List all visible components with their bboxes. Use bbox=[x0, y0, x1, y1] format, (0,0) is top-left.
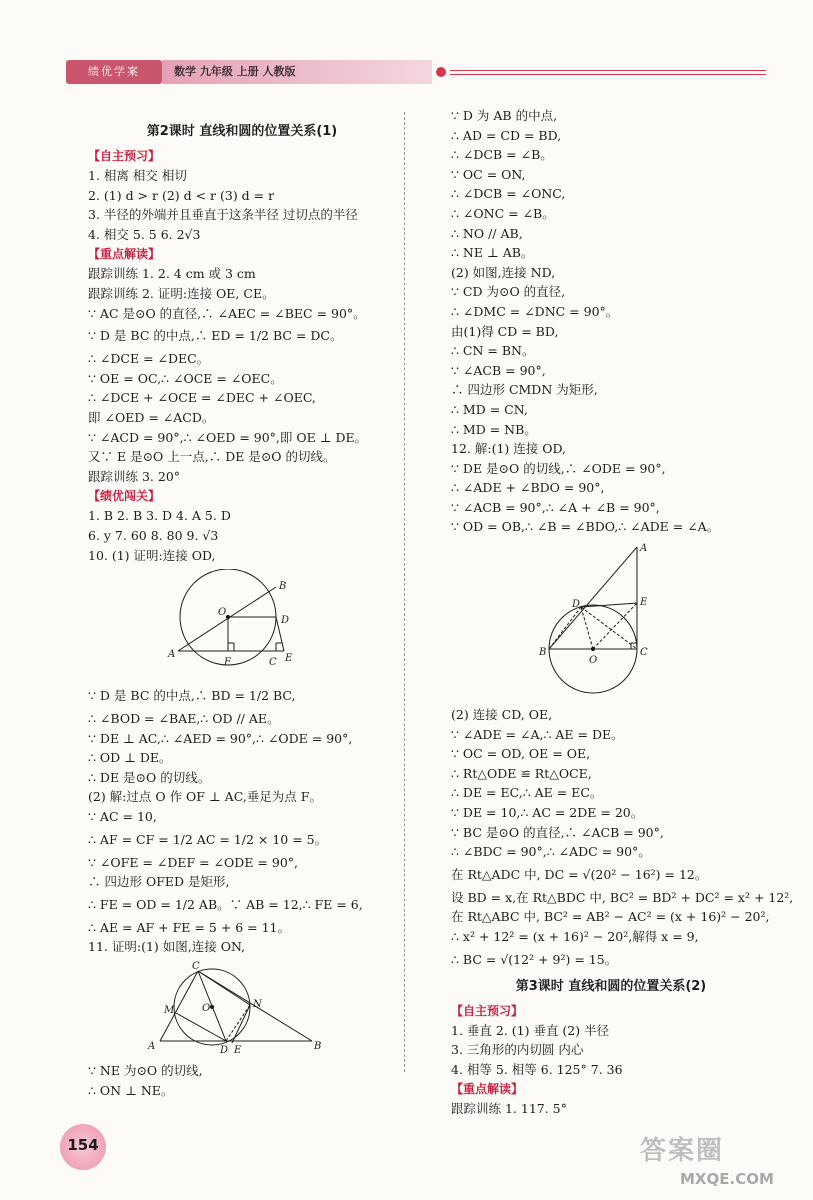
point-label-e: E bbox=[640, 597, 648, 609]
answer-line: 在 Rt△ABC 中, BC² = AB² − AC² = (x + 16)² − 20², bbox=[451, 909, 770, 925]
section-heading bbox=[451, 1079, 771, 1099]
answer-line: ∵ OC = ON, bbox=[451, 166, 526, 182]
answer-line: ∵ OE = OC,∴ ∠OCE = ∠OEC。 bbox=[88, 370, 283, 386]
answer-line: 跟踪训练 1. 2. 4 cm 或 3 cm bbox=[88, 266, 256, 282]
answer-line: ∴ ∠DMC = ∠DNC = 90°。 bbox=[451, 303, 619, 319]
answer-line: ∴ BC = √(12² + 9²) = 15。 bbox=[451, 951, 618, 967]
segment bbox=[176, 1013, 226, 1041]
point-label-b: B bbox=[539, 647, 547, 659]
point-label-a: A bbox=[168, 649, 176, 661]
column-divider bbox=[404, 112, 405, 1072]
answer-line: ∵ D 是 BC 的中点,∴ ED = 1/2 BC = DC。 bbox=[88, 328, 343, 344]
answer-line: 10. (1) 证明:连接 OD, bbox=[88, 547, 216, 563]
answer-line: ∵ CD 为⊙O 的直径, bbox=[451, 284, 566, 300]
answer-line: (2) 解:过点 O 作 OF ⊥ AC,垂足为点 F。 bbox=[88, 789, 322, 805]
answer-line: ∵ BC 是⊙O 的直径,∴ ∠ACB = 90°, bbox=[451, 824, 664, 840]
point-label-a: A bbox=[640, 543, 648, 555]
answer-line: 1. B 2. B 3. D 4. A 5. D bbox=[88, 508, 231, 524]
answer-line: (2) 如图,连接 ND, bbox=[451, 264, 556, 280]
subject-line: 数学 九年级 上册 人教版 bbox=[162, 60, 432, 84]
header-rule bbox=[450, 74, 766, 75]
section-tag: 【自主预习】 bbox=[451, 1003, 524, 1018]
answer-line: ∴ ∠DCB = ∠ONC, bbox=[451, 186, 566, 202]
watermark bbox=[640, 1130, 800, 1194]
answer-line: ∵ ∠OFE = ∠DEF = ∠ODE = 90°, bbox=[88, 854, 298, 870]
brand-tab: 绩优学案 bbox=[66, 60, 162, 84]
answer-line: ∵ ∠ACB = 90°,∴ ∠A + ∠B = 90°, bbox=[451, 499, 660, 515]
answer-line: ∴ NO // AB, bbox=[451, 225, 523, 241]
point-label-d: D bbox=[572, 599, 581, 611]
answer-line: ∴ ∠DCE = ∠DEC。 bbox=[88, 351, 210, 367]
answer-line: ∴ ∠BDC = 90°,∴ ∠ADC = 90°。 bbox=[451, 844, 651, 860]
segment bbox=[178, 587, 276, 651]
answer-line: ∴ 四边形 CMDN 为矩形, bbox=[451, 382, 598, 398]
point-label-b: B bbox=[314, 1041, 322, 1053]
left-column bbox=[88, 118, 396, 1100]
answer-line: ∴ ∠BOD = ∠BAE,∴ OD // AE。 bbox=[88, 711, 280, 727]
answer-line: 1. 相离 相交 相切 bbox=[88, 168, 187, 183]
section-heading bbox=[451, 1001, 771, 1021]
page-number: 154 bbox=[67, 1136, 99, 1154]
answer-line: ∵ AC 是⊙O 的直径,∴ ∠AEC = ∠BEC = 90°。 bbox=[88, 305, 366, 321]
point-label-o: O bbox=[218, 607, 227, 619]
answer-line: ∴ Rt△ODE ≌ Rt△OCE, bbox=[451, 765, 592, 781]
point-label-c: C bbox=[640, 647, 648, 659]
point-label-f: F bbox=[224, 657, 231, 669]
section-heading bbox=[88, 146, 396, 166]
point-label-o: O bbox=[589, 655, 598, 667]
answer-line: (2) 连接 CD, OE, bbox=[451, 707, 553, 723]
answer-line: 1. 垂直 2. (1) 垂直 (2) 半径 bbox=[451, 1022, 610, 1038]
point-label-e: E bbox=[285, 653, 293, 665]
answer-line: ∵ OD = OB,∴ ∠B = ∠BDO,∴ ∠ADE = ∠A。 bbox=[451, 519, 720, 535]
section-tag: 【绩优闯关】 bbox=[88, 489, 161, 504]
answer-line: 2. (1) d > r (2) d < r (3) d = r bbox=[88, 187, 275, 203]
answer-line: ∴ DE 是⊙O 的切线。 bbox=[88, 769, 211, 785]
watermark-url: MXQE.COM bbox=[680, 1170, 774, 1188]
point-label-o: O bbox=[202, 1003, 211, 1015]
answer-line: ∴ MD = CN, bbox=[451, 401, 528, 417]
section-heading bbox=[88, 486, 396, 506]
page-number-badge bbox=[60, 1124, 106, 1170]
point-label-d: D bbox=[220, 1045, 229, 1057]
answer-line: 即 ∠OED = ∠ACD。 bbox=[88, 409, 215, 425]
answer-line: ∴ ∠DCE + ∠OCE = ∠DEC + ∠OEC, bbox=[88, 390, 316, 406]
answer-line: 3. 三角形的内切圆 内心 bbox=[451, 1042, 584, 1058]
figure-12-diagram bbox=[539, 541, 669, 701]
header-dot bbox=[436, 67, 446, 77]
answer-line: ∴ AF = CF = 1/2 AC = 1/2 × 10 = 5。 bbox=[88, 831, 328, 847]
answer-line: 3. 半径的外端并且垂直于这条半径 过切点的半径 bbox=[88, 207, 358, 223]
segment bbox=[581, 607, 593, 649]
header-rule bbox=[450, 70, 766, 71]
answer-line: ∵ DE = 10,∴ AC = 2DE = 20。 bbox=[451, 805, 644, 821]
section-tag: 【自主预习】 bbox=[88, 149, 161, 163]
answer-line: ∵ NE 为⊙O 的切线, bbox=[88, 1063, 203, 1079]
header-band bbox=[66, 60, 766, 84]
point-label-a: A bbox=[148, 1041, 156, 1053]
answer-line: ∴ ∠DCB = ∠B。 bbox=[451, 147, 553, 163]
answer-line: ∴ AD = CD = BD, bbox=[451, 127, 562, 143]
point-label-n: N bbox=[253, 999, 262, 1011]
answer-line: ∴ DE = EC,∴ AE = EC。 bbox=[451, 785, 603, 801]
answer-line: ∵ DE 是⊙O 的切线,∴ ∠ODE = 90°, bbox=[451, 460, 666, 476]
answer-line: 设 BD = x,在 Rt△BDC 中, BC² = BD² + DC² = x² + 12², bbox=[451, 889, 794, 905]
answer-line: ∴ ON ⊥ NE。 bbox=[88, 1082, 174, 1098]
answer-line: ∵ D 为 AB 的中点, bbox=[451, 108, 558, 123]
lesson-title: 第2课时 直线和圆的位置关系(1) bbox=[146, 124, 338, 139]
answer-line: 4. 相交 5. 5 6. 2√3 bbox=[88, 226, 201, 242]
segment bbox=[232, 1005, 250, 1043]
answer-line: ∴ ∠ONC = ∠B。 bbox=[451, 205, 555, 221]
answer-line: 12. 解:(1) 连接 OD, bbox=[451, 441, 567, 457]
answer-line: 6. y 7. 60 8. 80 9. √3 bbox=[88, 527, 219, 543]
point-label-c: C bbox=[192, 961, 200, 973]
answer-line: 11. 证明:(1) 如图,连接 ON, bbox=[88, 939, 246, 955]
segment bbox=[581, 607, 637, 649]
answer-line: ∴ AE = AF + FE = 5 + 6 = 11。 bbox=[88, 919, 290, 935]
point-label-m: M bbox=[164, 1005, 175, 1017]
segment bbox=[549, 547, 637, 649]
answer-line: 由(1)得 CD = BD, bbox=[451, 323, 559, 339]
lesson-title: 第3课时 直线和圆的位置关系(2) bbox=[515, 978, 707, 994]
answer-line: ∴ OD ⊥ DE。 bbox=[88, 750, 172, 766]
answer-line: ∴ MD = NB。 bbox=[451, 421, 537, 437]
answer-line: 4. 相等 5. 相等 6. 125° 7. 36 bbox=[451, 1061, 623, 1077]
answer-line: ∴ ∠ADE + ∠BDO = 90°, bbox=[451, 480, 605, 496]
watermark-logo-text: 答案圈 bbox=[640, 1136, 725, 1166]
segment bbox=[198, 971, 250, 1005]
answer-line: 跟踪训练 3. 20° bbox=[88, 468, 181, 484]
answer-line: ∴ x² + 12² = (x + 16)² − 20²,解得 x = 9, bbox=[451, 929, 699, 944]
section-heading bbox=[88, 244, 396, 264]
answer-line: ∴ 四边形 OFED 是矩形, bbox=[88, 874, 230, 890]
answer-line: 又∵ E 是⊙O 上一点,∴ DE 是⊙O 的切线。 bbox=[88, 449, 336, 465]
section-tag: 【重点解读】 bbox=[88, 247, 161, 262]
answer-line: 跟踪训练 1. 117. 5° bbox=[451, 1101, 567, 1117]
answer-line: ∴ CN = BN。 bbox=[451, 343, 535, 359]
point-label-e: E bbox=[234, 1045, 242, 1057]
point-label-b: B bbox=[279, 581, 287, 593]
answer-line: ∵ AC = 10, bbox=[88, 809, 157, 825]
section-tag: 【重点解读】 bbox=[451, 1082, 524, 1097]
answer-line: 在 Rt△ADC 中, DC = √(20² − 16²) = 12。 bbox=[451, 866, 708, 882]
figure-10-diagram bbox=[166, 569, 316, 679]
point-label-d: D bbox=[281, 615, 290, 627]
figure-11-diagram bbox=[142, 961, 327, 1057]
answer-line: ∵ ∠ACB = 90°, bbox=[451, 362, 546, 378]
answer-line: ∵ D 是 BC 的中点,∴ BD = 1/2 BC, bbox=[88, 688, 296, 704]
answer-line: ∵ ∠ACD = 90°,∴ ∠OED = 90°,即 OE ⊥ DE。 bbox=[88, 429, 368, 445]
answer-line: ∴ FE = OD = 1/2 AB。∵ AB = 12,∴ FE = 6, bbox=[88, 896, 363, 912]
right-column bbox=[451, 106, 794, 1119]
answer-line: ∵ ∠ADE = ∠A,∴ AE = DE。 bbox=[451, 726, 624, 742]
answer-line: ∴ NE ⊥ AB。 bbox=[451, 245, 534, 261]
answer-line: ∵ OC = OD, OE = OE, bbox=[451, 746, 591, 762]
answer-line: ∵ DE ⊥ AC,∴ ∠AED = 90°,∴ ∠ODE = 90°, bbox=[88, 730, 353, 746]
answer-line: 跟踪训练 2. 证明:连接 OE, CE。 bbox=[88, 285, 275, 301]
point-label-c: C bbox=[269, 657, 277, 669]
